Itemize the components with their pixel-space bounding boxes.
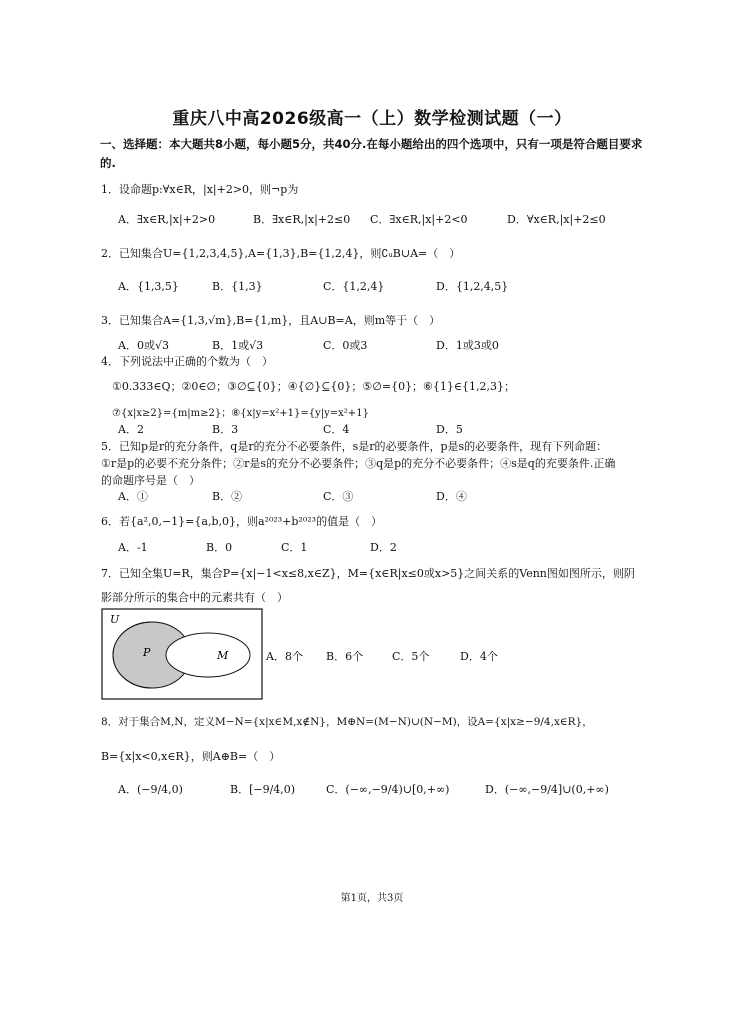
q6-option-a: A．-1 xyxy=(118,541,148,554)
q5-option-b: B．② xyxy=(212,490,243,503)
q8-stem-line2: B={x|x<0,x∈R}，则A⊕B=（ ） xyxy=(101,750,281,763)
venn-label-p: P xyxy=(143,646,151,659)
q3-option-c: C．0或3 xyxy=(323,339,368,352)
q6-stem: 6．若{a²,0,−1}={a,b,0}，则a²⁰²³+b²⁰²³的值是（ ） xyxy=(101,515,383,528)
q2-option-c: C．{1,2,4} xyxy=(323,280,385,293)
q7-stem-line1: 7．已知全集U=R，集合P={x|−1<x≤8,x∈Z}，M={x∈R|x≤0或x>5}之间关系的Venn图如图所示，则阴 xyxy=(101,567,635,580)
q5-option-c: C．③ xyxy=(323,490,354,503)
q2-option-b: B．{1,3} xyxy=(212,280,263,293)
q6-option-d: D．2 xyxy=(370,541,397,554)
q8-option-d: D．(−∞,−9/4]∪(0,+∞) xyxy=(485,783,609,796)
q8-option-c: C．(−∞,−9/4)∪[0,+∞) xyxy=(326,783,450,796)
q2-option-d: D．{1,2,4,5} xyxy=(436,280,509,293)
q4-option-a: A．2 xyxy=(118,423,144,436)
q1-stem: 1．设命题p:∀x∈R，|x|+2>0，则¬p为 xyxy=(101,183,299,196)
venn-label-m: M xyxy=(217,649,229,662)
page-title: 重庆八中高2026级高一（上）数学检测试题（一） xyxy=(172,109,572,129)
q5-option-d: D．④ xyxy=(436,490,467,503)
q3-option-d: D．1或3或0 xyxy=(436,339,499,352)
q6-option-c: C．1 xyxy=(281,541,308,554)
section-heading-cont: 的. xyxy=(100,156,116,170)
q4-option-c: C．4 xyxy=(323,423,350,436)
q5-option-a: A．① xyxy=(118,490,148,503)
q6-option-b: B．0 xyxy=(206,541,233,554)
q5-stem-line1: 5．已知p是r的充分条件，q是r的充分不必要条件，s是r的必要条件，p是s的必要条件，现有下列命题： xyxy=(101,440,608,453)
section-heading: 一、选择题：本大题共8小题，每小题5分，共40分.在每小题给出的四个选项中，只有一项是符合题目要求 xyxy=(100,137,643,151)
q4-statements-line1: ①0.333∈Q；②0∈∅；③∅⊆{0}；④{∅}⊆{0}；⑤∅={0}；⑥{1}∈{1,2,3}； xyxy=(112,380,516,393)
q8-option-b: B．[−9/4,0) xyxy=(230,783,296,796)
q3-stem: 3．已知集合A={1,3,√m},B={1,m}，且A∪B=A，则m等于（ ） xyxy=(101,314,441,327)
q7-stem-line2: 影部分所示的集合中的元素共有（ ） xyxy=(101,591,288,604)
q3-option-a: A．0或√3 xyxy=(118,339,169,352)
q7-option-c: C．5个 xyxy=(392,650,430,663)
venn-diagram xyxy=(101,608,263,700)
q1-option-b: B．∃x∈R,|x|+2≤0 xyxy=(253,213,351,226)
q5-stem-line2: ①r是p的必要不充分条件；②r是s的充分不必要条件；③q是p的充分不必要条件；④s是q的充要条件.正确 xyxy=(101,457,616,470)
q7-option-a: A．8个 xyxy=(266,650,303,663)
q1-option-a: A．∃x∈R,|x|+2>0 xyxy=(118,213,216,226)
q1-option-c: C．∃x∈R,|x|+2<0 xyxy=(370,213,468,226)
q8-stem-line1: 8．对于集合M,N，定义M−N={x|x∈M,x∉N}，M⊕N=(M−N)∪(N−M)，设A={x|x≥−9/4,x∈R}， xyxy=(101,716,593,728)
q4-statements-line2: ⑦{x|x≥2}={m|m≥2}；⑧{x|y=x²+1}={y|y=x²+1} xyxy=(112,408,369,419)
q5-stem-line3: 的命题序号是（ ） xyxy=(101,474,200,487)
q4-stem: 4．下列说法中正确的个数为（ ） xyxy=(101,355,273,368)
q2-stem: 2．已知集合U={1,2,3,4,5},A={1,3},B={1,2,4}，则∁ᵤB∪A=（ ） xyxy=(101,247,461,260)
q4-option-d: D．5 xyxy=(436,423,463,436)
q2-option-a: A．{1,3,5} xyxy=(118,280,179,293)
q7-option-d: D．4个 xyxy=(460,650,498,663)
q3-option-b: B．1或√3 xyxy=(212,339,264,352)
q7-option-b: B．6个 xyxy=(326,650,364,663)
q4-option-b: B．3 xyxy=(212,423,239,436)
q8-option-a: A．(−9/4,0) xyxy=(118,783,183,796)
page-footer: 第1页，共3页 xyxy=(340,893,404,904)
venn-label-u: U xyxy=(110,613,120,626)
set-m-circle xyxy=(166,633,250,677)
q1-option-d: D．∀x∈R,|x|+2≤0 xyxy=(507,213,606,226)
